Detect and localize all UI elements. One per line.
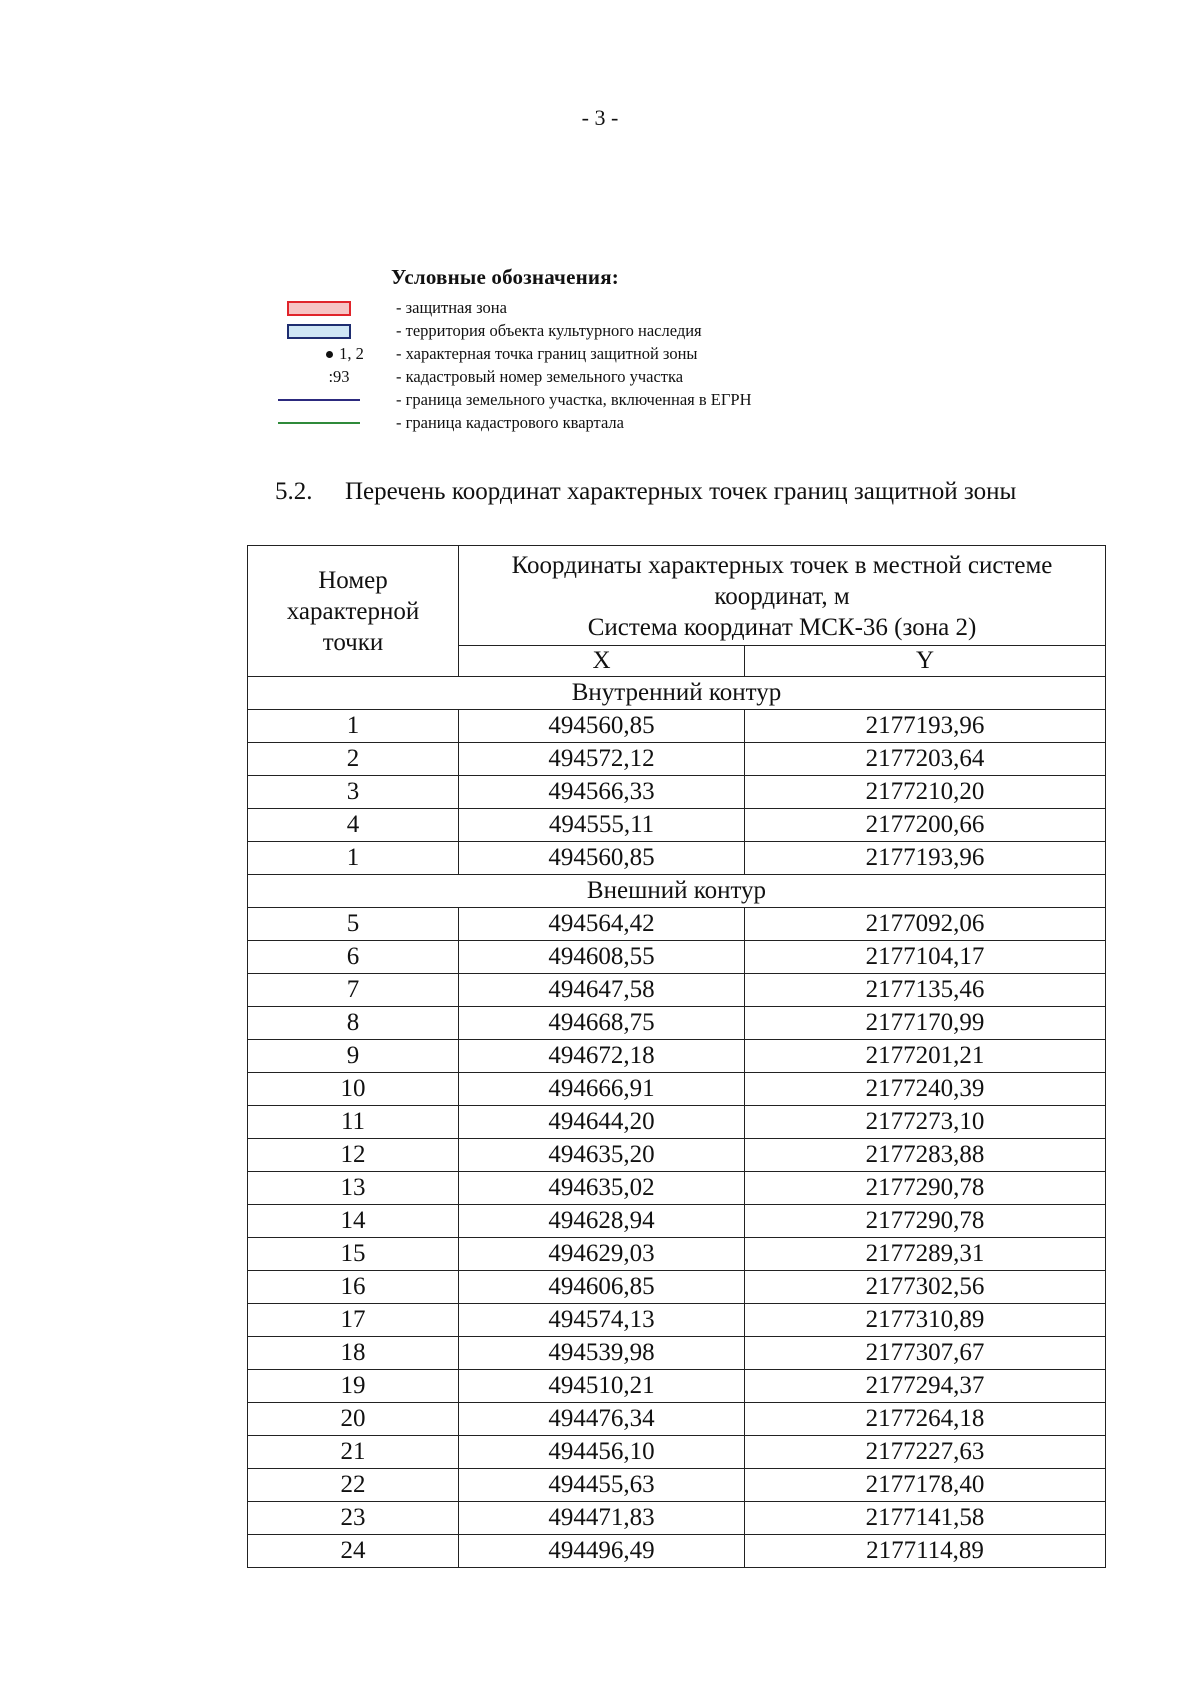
table-row [248,809,1106,842]
x-coordinate-cell: 494606,85 [459,1271,745,1304]
point-number-cell: 1 [248,842,459,875]
y-coordinate-cell: 2177283,88 [745,1139,1106,1172]
y-coordinate-cell: 2177193,96 [745,710,1106,743]
table-row [248,776,1106,809]
table-row [248,1535,1106,1568]
x-coordinate-cell: 494560,85 [459,710,745,743]
group-row [248,875,1106,908]
y-coordinate-cell: 2177104,17 [745,941,1106,974]
y-coordinate-cell: 2177294,37 [745,1370,1106,1403]
y-coordinate-cell: 2177227,63 [745,1436,1106,1469]
table-row [248,743,1106,776]
table-body [248,677,1106,1568]
group-title: Внешний контур [248,875,1106,908]
table-row [248,1271,1106,1304]
point-dot-icon [326,351,333,358]
point-number-cell: 22 [248,1469,459,1502]
point-number-cell: 18 [248,1337,459,1370]
page-number: - 3 - [581,105,619,130]
point-number-cell: 6 [248,941,459,974]
legend-item-quarter-boundary: - граница кадастрового квартала [278,412,898,434]
table-row [248,1238,1106,1271]
table-row [248,1304,1106,1337]
table-row [248,1073,1106,1106]
red-rectangle-icon [287,301,351,316]
point-number-cell: 2 [248,743,459,776]
x-coordinate-cell: 494539,98 [459,1337,745,1370]
header-point-number: Номер характерной точки [248,546,459,677]
section-heading [275,478,1016,506]
point-number-cell: 14 [248,1205,459,1238]
point-number-cell: 16 [248,1271,459,1304]
point-number-cell: 1 [248,710,459,743]
x-coordinate-cell: 494668,75 [459,1007,745,1040]
header-coordinates: Координаты характерных точек в местной системе координат, м Система координат МСК-36 (зона 2) [459,546,1106,646]
point-number-cell: 3 [248,776,459,809]
x-coordinate-cell: 494572,12 [459,743,745,776]
y-coordinate-cell: 2177170,99 [745,1007,1106,1040]
table-row [248,1106,1106,1139]
y-coordinate-cell: 2177210,20 [745,776,1106,809]
blue-rectangle-icon [287,324,351,339]
x-coordinate-cell: 494628,94 [459,1205,745,1238]
y-coordinate-cell: 2177307,67 [745,1337,1106,1370]
table-row [248,1436,1106,1469]
x-coordinate-cell: 494574,13 [459,1304,745,1337]
legend-item-egrn-boundary: - граница земельного участка, включенная в ЕГРН [278,389,898,411]
group-row [248,677,1106,710]
table-row [248,941,1106,974]
x-coordinate-cell: 494510,21 [459,1370,745,1403]
y-coordinate-cell: 2177240,39 [745,1073,1106,1106]
x-coordinate-cell: 494476,34 [459,1403,745,1436]
point-number-cell: 8 [248,1007,459,1040]
legend-item-cadastral-number: :93 - кадастровый номер земельного участка [278,366,898,388]
point-number-cell: 21 [248,1436,459,1469]
x-coordinate-cell: 494644,20 [459,1106,745,1139]
y-coordinate-cell: 2177135,46 [745,974,1106,1007]
x-coordinate-cell: 494456,10 [459,1436,745,1469]
y-coordinate-cell: 2177290,78 [745,1205,1106,1238]
table-row [248,1040,1106,1073]
table-row [248,1403,1106,1436]
point-number-cell: 7 [248,974,459,1007]
point-number-cell: 19 [248,1370,459,1403]
point-number-cell: 5 [248,908,459,941]
legend-item-characteristic-point: 1, 2 - характерная точка границ защитной зоны [278,343,898,365]
point-number-cell: 12 [248,1139,459,1172]
y-coordinate-cell: 2177201,21 [745,1040,1106,1073]
y-coordinate-cell: 2177092,06 [745,908,1106,941]
point-number-cell: 9 [248,1040,459,1073]
y-coordinate-cell: 2177203,64 [745,743,1106,776]
y-coordinate-cell: 2177114,89 [745,1535,1106,1568]
x-coordinate-cell: 494471,83 [459,1502,745,1535]
point-number-cell: 17 [248,1304,459,1337]
header-y: Y [745,646,1106,677]
green-line-icon [278,422,360,424]
point-number-cell: 13 [248,1172,459,1205]
y-coordinate-cell: 2177302,56 [745,1271,1106,1304]
x-coordinate-cell: 494635,20 [459,1139,745,1172]
table-row [248,1337,1106,1370]
legend-item-protective-zone: - защитная зона [278,297,898,319]
y-coordinate-cell: 2177273,10 [745,1106,1106,1139]
table-row [248,1370,1106,1403]
point-number-cell: 23 [248,1502,459,1535]
x-coordinate-cell: 494629,03 [459,1238,745,1271]
section-title: Перечень координат характерных точек границ защитной зоны [345,478,1017,505]
x-coordinate-cell: 494647,58 [459,974,745,1007]
legend-title: Условные обозначения: [391,265,619,289]
legend-item-heritage-territory: - территория объекта культурного наследия [278,320,898,342]
table-row [248,1502,1106,1535]
coordinates-table [247,545,1106,1568]
point-number-cell: 24 [248,1535,459,1568]
header-x: X [459,646,745,677]
table-row [248,974,1106,1007]
x-coordinate-cell: 494560,85 [459,842,745,875]
group-title: Внутренний контур [248,677,1106,710]
x-coordinate-cell: 494566,33 [459,776,745,809]
table-row [248,908,1106,941]
cadastral-code: :93 [328,367,350,386]
table-row [248,842,1106,875]
point-number-cell: 10 [248,1073,459,1106]
table-row [248,1007,1106,1040]
x-coordinate-cell: 494672,18 [459,1040,745,1073]
point-number-cell: 11 [248,1106,459,1139]
y-coordinate-cell: 2177289,31 [745,1238,1106,1271]
y-coordinate-cell: 2177178,40 [745,1469,1106,1502]
y-coordinate-cell: 2177264,18 [745,1403,1106,1436]
table-row [248,1139,1106,1172]
y-coordinate-cell: 2177290,78 [745,1172,1106,1205]
table-row [248,710,1106,743]
table-row [248,1469,1106,1502]
x-coordinate-cell: 494666,91 [459,1073,745,1106]
y-coordinate-cell: 2177141,58 [745,1502,1106,1535]
x-coordinate-cell: 494608,55 [459,941,745,974]
point-number-cell: 20 [248,1403,459,1436]
x-coordinate-cell: 494496,49 [459,1535,745,1568]
x-coordinate-cell: 494555,11 [459,809,745,842]
y-coordinate-cell: 2177200,66 [745,809,1106,842]
table-row [248,1205,1106,1238]
point-label: 1, 2 [339,344,364,363]
x-coordinate-cell: 494455,63 [459,1469,745,1502]
x-coordinate-cell: 494635,02 [459,1172,745,1205]
point-number-cell: 4 [248,809,459,842]
y-coordinate-cell: 2177310,89 [745,1304,1106,1337]
y-coordinate-cell: 2177193,96 [745,842,1106,875]
x-coordinate-cell: 494564,42 [459,908,745,941]
navy-line-icon [278,399,360,401]
section-number: 5.2. [275,478,313,505]
point-number-cell: 15 [248,1238,459,1271]
table-row [248,1172,1106,1205]
